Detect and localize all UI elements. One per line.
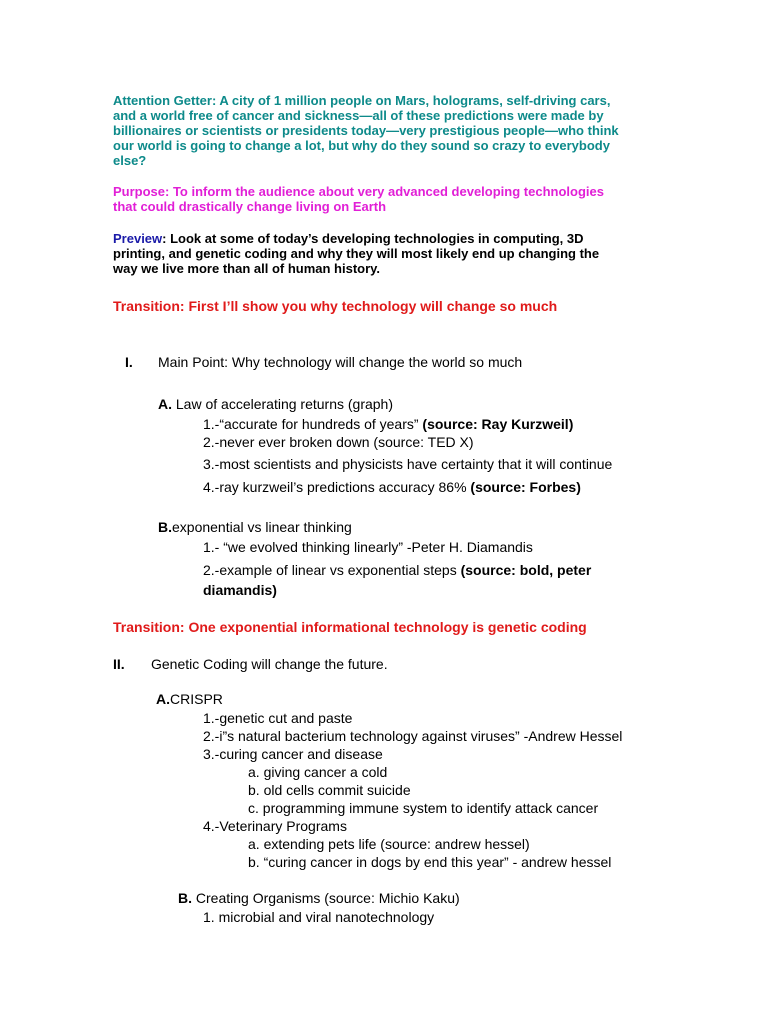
attention-getter-line-3: billionaires or scientists or presidents today—very prestigious people—who think [113, 123, 619, 138]
point-1-heading: Main Point: Why technology will change the world so much [158, 354, 523, 370]
purpose-line-2: that could drastically change living on Earth [113, 199, 387, 214]
point-2-a-heading: A.CRISPR [156, 691, 223, 707]
point-1-a-item-2: 2.-never ever broken down (source: TED X) [203, 434, 474, 450]
point-2-a-item-3a: a. giving cancer a cold [248, 764, 388, 780]
point-2-a-item-3c: c. programming immune system to identify attack cancer [248, 800, 599, 816]
point-1-b-item-2-cont: diamandis) [203, 582, 277, 598]
point-2-b-letter: B. [178, 890, 192, 906]
point-2-numeral: II. [113, 656, 125, 672]
point-2-b-heading: B. Creating Organisms (source: Michio Kaku) [178, 890, 460, 906]
point-1-a-item-4: 4.-ray kurzweil’s predictions accuracy 86% (source: Forbes) [203, 479, 581, 495]
point-1-numeral: I. [125, 354, 133, 370]
point-1-a-item-3: 3.-most scientists and physicists have certainty that it will continue [203, 456, 613, 472]
point-1-b-item-1: 1.- “we evolved thinking linearly” -Peter H. Diamandis [203, 539, 533, 555]
point-2-b-item-1: 1. microbial and viral nanotechnology [203, 909, 435, 925]
point-1-b-heading: B.exponential vs linear thinking [158, 519, 352, 535]
preview-label: Preview [113, 231, 163, 246]
transition-2: Transition: One exponential informational technology is genetic coding [113, 619, 587, 635]
point-1-a-letter: A. [158, 396, 172, 412]
point-1-b-item-2: 2.-example of linear vs exponential steps (source: bold, peter [203, 562, 592, 578]
purpose-line-1: Purpose: To inform the audience about very advanced developing technologies [113, 184, 604, 199]
attention-getter-line-4: our world is going to change a lot, but why do they sound so crazy to everybody [113, 138, 610, 153]
point-1-a-heading: A. Law of accelerating returns (graph) [158, 396, 393, 412]
point-2-heading: Genetic Coding will change the future. [151, 656, 388, 672]
preview-line-3: way we live more than all of human history. [113, 261, 381, 276]
attention-getter-line-2: and a world free of cancer and sickness—all of these predictions were made by [113, 108, 604, 123]
point-2-a-item-4: 4.-Veterinary Programs [203, 818, 347, 834]
point-2-a-item-1: 1.-genetic cut and paste [203, 710, 353, 726]
attention-getter-line-1: Attention Getter: A city of 1 million people on Mars, holograms, self-driving cars, [113, 93, 611, 108]
point-2-a-item-3: 3.-curing cancer and disease [203, 746, 383, 762]
preview-line-2: printing, and genetic coding and why they will most likely end up changing the [113, 246, 600, 261]
point-2-a-letter: A. [156, 691, 170, 707]
attention-getter-line-5: else? [113, 153, 147, 168]
point-2-a-item-4b: b. “curing cancer in dogs by end this year” - andrew hessel [248, 854, 612, 870]
point-1-b-letter: B. [158, 519, 172, 535]
point-2-a-item-2: 2.-i”s natural bacterium technology against viruses” -Andrew Hessel [203, 728, 623, 744]
attention-getter-label: Attention Getter: [113, 93, 217, 108]
transition-1: Transition: First I’ll show you why technology will change so much [113, 298, 558, 314]
point-1-a-item-1: 1.-“accurate for hundreds of years” (source: Ray Kurzweil) [203, 416, 574, 432]
point-2-a-item-3b: b. old cells commit suicide [248, 782, 411, 798]
preview-line-1: Preview: Look at some of today’s developing technologies in computing, 3D [113, 231, 584, 246]
point-2-a-item-4a: a. extending pets life (source: andrew hessel) [248, 836, 530, 852]
